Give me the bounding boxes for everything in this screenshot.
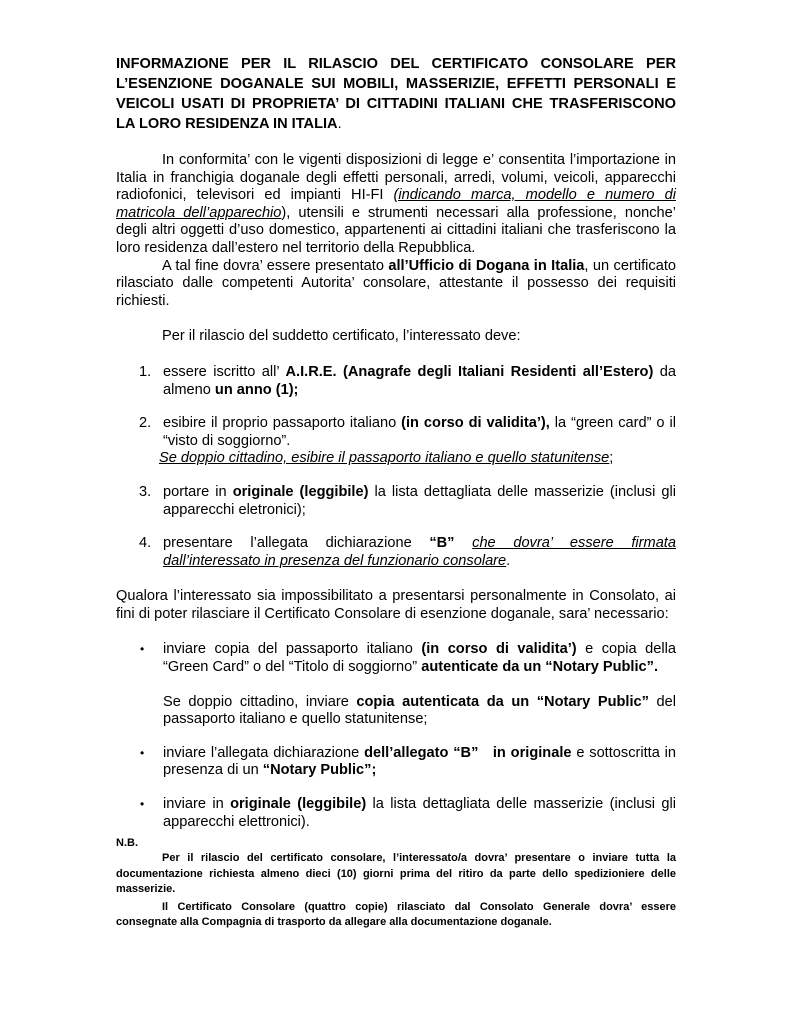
req1-bold: A.I.R.E. (Anagrafe degli Italiani Residenti all’Estero) — [285, 363, 654, 380]
req2-dual-citizen-note — [116, 450, 676, 468]
absent-intro-paragraph: Qualora l’interessato sia impossibilitato a presentarsi personalmente in Consolato, ai fini di poter rilasciare il Certificato Consolare di esenzione doganale, sara’ necessario: — [116, 588, 676, 622]
req4-bold: “B” — [429, 535, 455, 552]
b1-bold: (in corso di validita’) — [421, 641, 577, 658]
b1-text-a: inviare copia del passaporto italiano — [163, 641, 422, 658]
absent-bullet-1 — [116, 641, 676, 728]
intro-p2-bold: all’Ufficio di Dogana in Italia — [388, 257, 585, 274]
b1-dual-citizen-paragraph — [163, 694, 676, 729]
req3-bold: originale (leggibile) — [232, 483, 369, 500]
absent-bullet-list — [116, 641, 676, 831]
requirement-number: 1. — [139, 363, 152, 380]
req4-end: . — [506, 552, 511, 569]
requirement-number: 3. — [139, 483, 152, 500]
b2-text-a: inviare l’allegata dichiarazione — [163, 744, 365, 761]
b2-bold-2: in originale — [492, 744, 572, 761]
b2-spacer — [478, 745, 492, 761]
b2-bold-3: “Notary Public”; — [262, 762, 377, 779]
intro-paragraph-1 — [116, 152, 676, 258]
nb-paragraph-1: Per il rilascio del certificato consolare, l’interessato/a dovra’ presentare o inviare tutta la documentazione richiesta almeno dieci (10) giorni prima del ritiro da parte dello spedizioniere delle masserizie. — [116, 852, 676, 896]
nb-heading: N.B. — [116, 837, 138, 850]
bullet-icon: • — [140, 745, 145, 760]
b3-bold: originale (leggibile) — [230, 796, 367, 813]
bullet-icon: • — [140, 642, 145, 657]
requirement-number: 4. — [139, 535, 152, 552]
absent-bullet-3 — [116, 796, 676, 831]
document-title — [116, 54, 676, 134]
absent-bullet-2 — [116, 745, 676, 780]
nb-paragraph-2: Il Certificato Consolare (quattro copie) rilasciato dal Consolato Generale dovra’ essere consegnate alla Compagnia di trasporto da allegare alla documentazione doganale. — [116, 900, 676, 929]
intro-paragraph-3: Per il rilascio del suddetto certificato, l’interessato deve: — [162, 328, 521, 345]
req2-note-text: Se doppio cittadino, esibire il passaporto italiano e quello statunitense — [159, 450, 610, 467]
requirement-number: 2. — [139, 415, 152, 432]
req4-text-a: presentare l’allegata dichiarazione — [163, 535, 430, 552]
req2-text-b: la “green card” o il “visto di soggiorno”. — [163, 415, 676, 449]
intro-p1-text-b: ), utensili e strumenti necessari alla professione, nonche’ degli altri oggetti d’uso domestico, appartenenti ai cittadini italiani che trasferiscono la loro residenza dall’estero nel territorio della Repubblica. — [116, 204, 676, 256]
requirement-item-3 — [116, 484, 676, 519]
b3-text-a: inviare in — [163, 796, 231, 813]
req4-italic: che dovra’ essere firmata dall’interessato in presenza del funzionario consolare — [163, 535, 676, 569]
req2-bold: (in corso di validita’), — [401, 415, 550, 432]
title-text: INFORMAZIONE PER IL RILASCIO DEL CERTIFICATO CONSOLARE PER L’ESENZIONE DOGANALE SUI MOBILI, MASSERIZIE, EFFETTI PERSONALI E VEICOLI USATI DI PROPRIETA’ DI CITTADINI ITALIANI CHE TRASFERISCONO LA LORO RESIDENZA IN ITALIA — [116, 56, 676, 132]
b2-bold: dell’allegato “B” — [364, 744, 479, 761]
title-period: . — [337, 116, 342, 132]
req2-note-end: ; — [609, 450, 614, 467]
intro-p2-text-a: A tal fine dovra’ essere presentato — [162, 257, 389, 274]
req1-bold-2: un anno (1); — [214, 381, 299, 398]
intro-paragraph-2 — [116, 258, 676, 311]
requirement-item-2 — [116, 415, 676, 468]
b1-p2-text-a: Se doppio cittadino, inviare — [163, 693, 357, 710]
requirements-list — [116, 364, 676, 570]
requirement-item-1 — [116, 364, 676, 399]
req1-text-b: da almeno — [163, 363, 676, 398]
b3-text-b: la lista dettagliata delle masserizie (inclusi gli apparecchi elettronici). — [163, 796, 676, 830]
req3-text-a: portare in — [163, 483, 233, 500]
req2-text-a: esibire il proprio passaporto italiano — [163, 415, 402, 432]
req3-text-b: la lista dettagliata delle masserizie (inclusi gli apparecchi eletronici); — [163, 483, 676, 518]
requirement-item-4 — [116, 535, 676, 570]
b2-text-b: e sottoscritta in presenza di un — [163, 744, 677, 779]
intro-p1-text-a: In conformita’ con le vigenti disposizioni di legge e’ consentita l’importazione in Italia in franchigia doganale degli effetti personali, arredi, volumi, veicoli, apparecchi radiofonici, televisori ed impianti HI-FI — [116, 152, 676, 204]
b1-bold-2: autenticate da un “Notary Public”. — [421, 659, 659, 676]
b1-p2-bold: copia autenticata da un “Notary Public” — [356, 693, 649, 710]
bullet-icon: • — [140, 797, 145, 812]
b1-p2-text-b: del passaporto italiano e quello statunitense; — [163, 693, 677, 728]
b1-text-b: e copia della “Green Card” o del “Titolo di soggiorno” — [163, 641, 676, 676]
req1-text-a: essere iscritto all’ — [163, 363, 286, 380]
intro-p2-text-b: , un certificato rilasciato dalle competenti Autorita’ consolare, attestante il possesso dei requisiti richiesti. — [116, 257, 676, 309]
document-page — [116, 54, 676, 931]
intro-p1-italic: (indicando marca, modello e numero di matricola dell’apparechio — [116, 187, 676, 221]
